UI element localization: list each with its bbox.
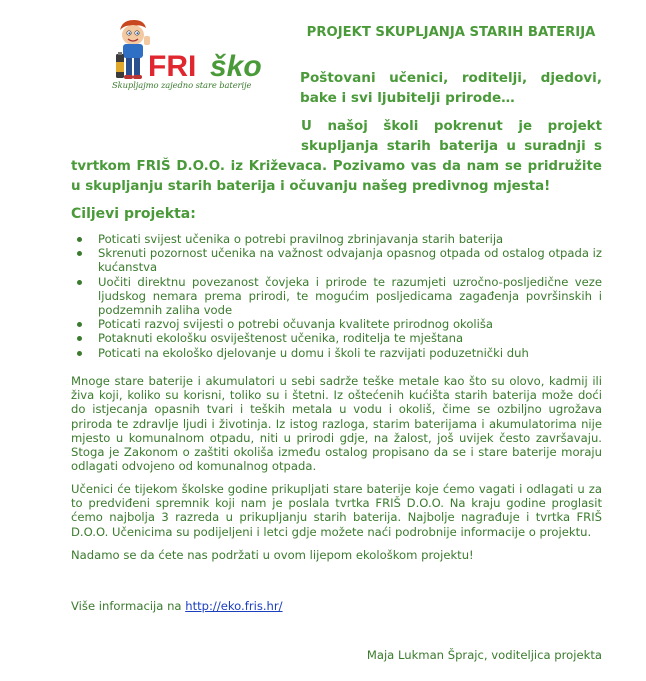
goal-text: Potaknuti ekološku osviještenost učenika, roditelja te mještana — [98, 331, 464, 346]
bullet-icon — [77, 251, 82, 256]
goal-text: Skrenuti pozornost učenika na važnost odvajanja opasnog otpada od ostalog otpada iz kućanstva — [98, 246, 602, 275]
goal-item — [71, 346, 602, 360]
goal-text: Poticati razvoj svijesti o potrebi očuvanja kvalitete prirodnog okoliša — [98, 317, 494, 332]
greeting: Poštovani učenici, roditelji, djedovi, bake i svi ljubitelji prirode… — [300, 70, 602, 106]
logo-brand-sko: ško — [210, 50, 262, 83]
intro-paragraph — [71, 117, 602, 197]
bullet-icon — [77, 322, 82, 327]
logo-slogan: Skupljajmo zajedno stare baterije — [112, 80, 252, 90]
goal-text: Uočiti direktnu povezanost čovjeka i prirode te razumjeti uzročno-posljedične veze ljudskog nemara prema prirodi, te mogućim posljedicama zagađenja površinskih i podzemnih zaliha vode — [98, 274, 602, 318]
goal-text: Poticati na ekološko djelovanje u domu i školi te razvijati poduzetnički duh — [98, 345, 529, 360]
goal-item — [71, 275, 602, 318]
goal-item — [71, 317, 602, 331]
bullet-icon — [77, 237, 82, 242]
fris-logo-graphic — [110, 18, 270, 84]
intro-first-lines: U našoj školi pokrenut je projekt skupljanja starih baterija u suradnji s — [301, 119, 602, 154]
goal-item — [71, 331, 602, 345]
paragraph-collection: Učenici će tijekom školske godine prikupljati stare baterije koje ćemo vagati i odlagati u za to predviđeni spremnik koji nam je poslala tvrtka FRIŠ D.O.O. Na kraju godine proglasit ćemo najbolja 3 razreda u prikupljanju starih baterija. Najbolje nagrađuje i tvrtka FRIŠ D.O.O. Učenicima su podijeljeni i letci gdje možete naći podrobnije informacije o projektu. — [71, 482, 602, 539]
paragraph-closing: Nadamo se da ćete nas podržati u ovom lijepom ekološkom projektu! — [71, 548, 474, 562]
battery-mascot-icon — [116, 20, 150, 79]
goal-item — [71, 232, 602, 246]
bullet-icon — [77, 351, 82, 356]
paragraph-heavy-metals: Mnoge stare baterije i akumulatori u sebi sadrže teške metale kao što su olovo, kadmij ili živa koji, koliko su korisni, toliko su i štetni. Iz oštećenih kućišta starih baterija može doći do istjecanja opasnih tvari i teških metala u vodu i okoliš, čime se ozbiljno ugrožava priroda te zdravlje ljudi i životinja. Iz istog razloga, starim baterijama i akumulatorima nije mjesto u komunalnom otpadu, niti u prirodi gdje, na žalost, još uvijek često završavaju. Stoga je Zakonom o zaštiti okoliša između ostalog propisano da se i stare baterije moraju odlagati odvojeno od komunalnog otpada. — [71, 374, 602, 474]
more-info-link[interactable]: http://eko.fris.hr/ — [185, 599, 283, 613]
signature: Maja Lukman Šprajc, voditeljica projekta — [366, 648, 602, 662]
intro-rest: tvrtkom FRIŠ D.O.O. iz Križevaca. Pozivamo vas da nam se pridružite u skupljanju starih baterija i očuvanju našeg predivnog mjesta! — [71, 159, 602, 194]
logo-brand-fri: FRI — [148, 50, 197, 83]
goals-list — [71, 232, 602, 360]
page-title: PROJEKT SKUPLJANJA STARIH BATERIJA — [306, 25, 596, 40]
goal-item — [71, 246, 602, 274]
more-info — [71, 599, 283, 613]
more-info-label: Više informacija na — [71, 599, 182, 613]
goals-heading: Ciljevi projekta: — [71, 206, 196, 222]
bullet-icon — [77, 280, 82, 285]
bullet-icon — [77, 336, 82, 341]
goal-text: Poticati svijest učenika o potrebi pravilnog zbrinjavanja starih baterija — [98, 232, 504, 246]
